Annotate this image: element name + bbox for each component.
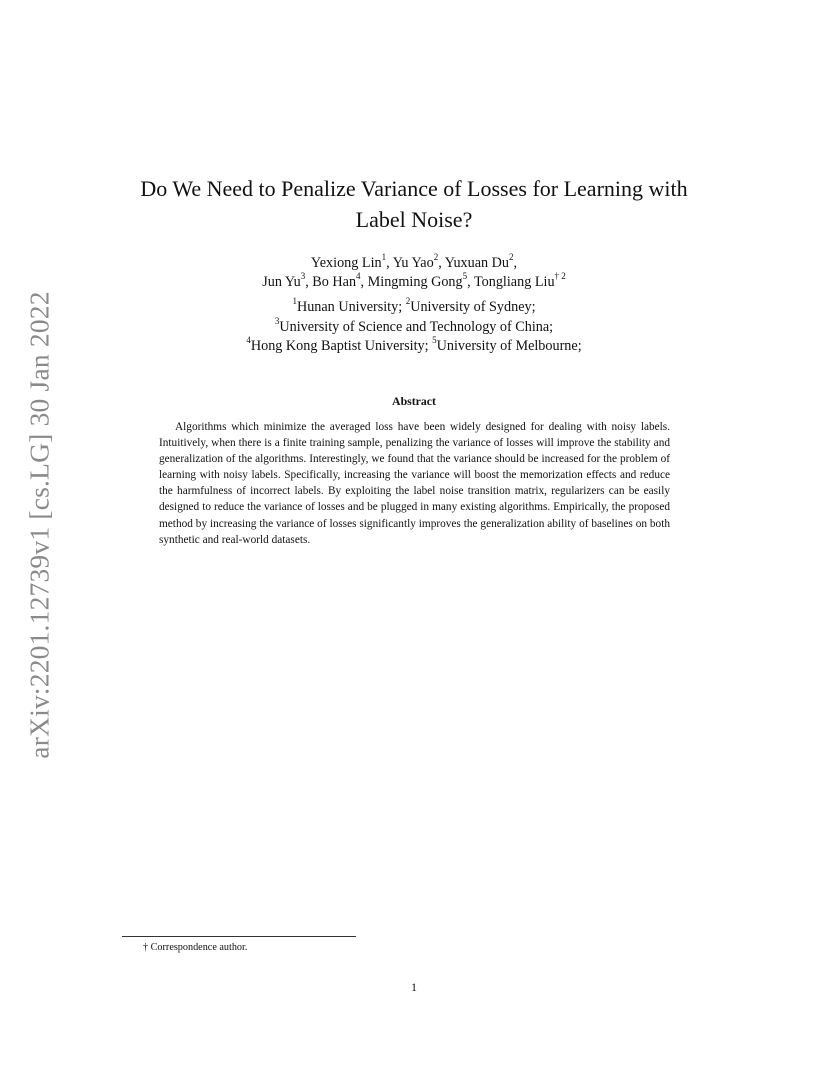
affiliation-mark: 5 xyxy=(432,335,437,346)
author-separator: , xyxy=(513,255,518,271)
author-name: Yu Yao xyxy=(392,255,434,271)
author-separator: , xyxy=(438,255,445,271)
paper-title-line-1: Do We Need to Penalize Variance of Losses for Learning with xyxy=(140,176,688,201)
author-separator: , xyxy=(305,274,313,290)
affiliation-mark: 1 xyxy=(292,296,297,307)
affiliation-name: Hong Kong Baptist University; xyxy=(250,338,433,354)
author-name: Yuxuan Du xyxy=(444,255,510,271)
arxiv-identifier-stamp xyxy=(20,292,60,758)
affiliation-line-2 xyxy=(100,315,728,338)
author-name: Tongliang Liu xyxy=(473,274,555,290)
author-list xyxy=(100,254,728,292)
author-affiliation-mark: 2 xyxy=(509,252,514,263)
affiliation-list xyxy=(100,298,728,357)
footnote-text: † Correspondence author. xyxy=(143,942,248,953)
author-separator: , xyxy=(386,255,393,271)
affiliation-name: Hunan University; xyxy=(296,299,406,315)
paper-title xyxy=(100,173,728,235)
author-name: Yexiong Lin xyxy=(310,255,382,271)
author-affiliation-mark: 5 xyxy=(462,271,468,282)
author-affiliation-mark: 2 xyxy=(433,252,439,263)
affiliation-mark: 2 xyxy=(405,296,411,307)
affiliation-name: University of Sydney; xyxy=(410,299,536,315)
author-line-1 xyxy=(100,254,728,273)
author-name: Mingming Gong xyxy=(367,274,463,290)
author-affiliation-mark: † 2 xyxy=(554,271,566,282)
author-name: Bo Han xyxy=(312,274,357,290)
author-name: Jun Yu xyxy=(262,274,301,290)
author-separator: , xyxy=(360,274,368,290)
affiliation-name: University of Science and Technology of China; xyxy=(279,318,554,335)
affiliation-mark: 4 xyxy=(246,335,251,346)
author-affiliation-mark: 3 xyxy=(300,271,306,282)
abstract-body: Algorithms which minimize the averaged loss have been widely designed for dealing with noisy labels. Intuitively, when there is a finite training sample, penalizing the variance of losses will improve the stability and generalization of the algorithms. Interestingly, we found that the variance should be increased for the problem of learning with noisy labels. Specifically, increasing the variance will boost the memorization effects and reduce the harmfulness of incorrect labels. By exploiting the label noise transition matrix, regularizers can be easily designed to reduce the variance of losses and be plugged in many existing algorithms. Empirically, the proposed method by increasing the variance of losses significantly improves the generalization ability of baselines on both synthetic and real-world datasets. xyxy=(159,421,670,546)
author-affiliation-mark: 1 xyxy=(381,252,387,263)
author-separator: , xyxy=(467,274,474,290)
affiliation-mark: 3 xyxy=(274,315,280,326)
footnote-rule xyxy=(122,936,356,937)
affiliation-name: University of Melbourne; xyxy=(436,338,582,354)
arxiv-identifier-text: arXiv:2201.12739v1 [cs.LG] 30 Jan 2022 xyxy=(24,291,55,759)
affiliation-line-1 xyxy=(100,298,728,318)
abstract-heading: Abstract xyxy=(392,394,436,408)
page-number: 1 xyxy=(411,980,417,994)
author-affiliation-mark: 4 xyxy=(356,271,361,282)
affiliation-line-3 xyxy=(100,337,728,357)
paper-title-line-2: Label Noise? xyxy=(355,207,473,232)
author-line-2 xyxy=(100,273,728,292)
